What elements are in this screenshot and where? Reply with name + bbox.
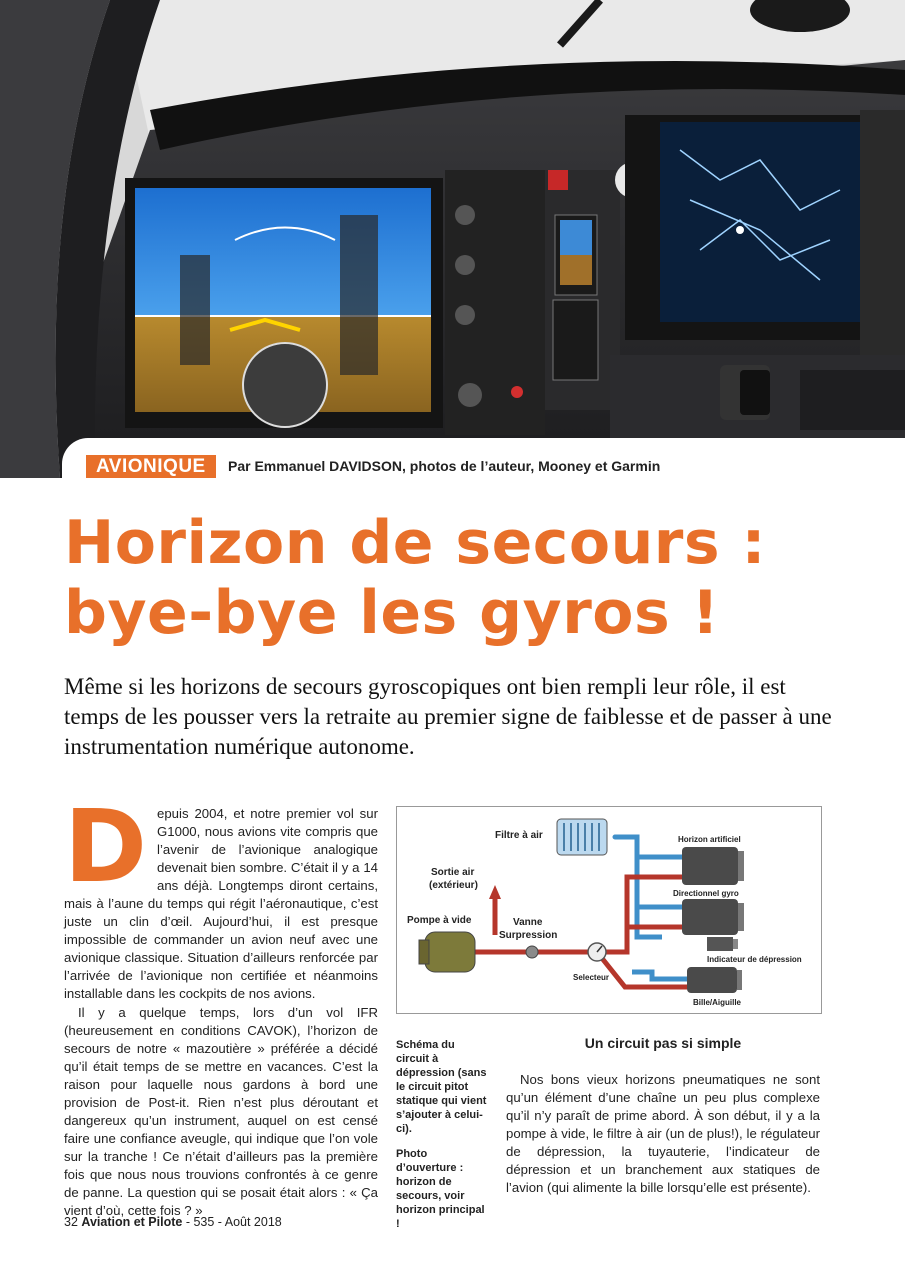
- label-heading: Directionnel gyro: [673, 889, 739, 898]
- label-outlet-1: Sortie air: [431, 867, 475, 878]
- page-number: 32: [64, 1215, 78, 1229]
- air-filter: [557, 819, 607, 855]
- label-filter: Filtre à air: [495, 830, 543, 841]
- issue-info: - 535 - Août 2018: [185, 1215, 282, 1229]
- caption-diagram: Schéma du circuit à dépression (sans le circuit pitot statique qui vient s’ajouter à celui-ci).: [396, 1039, 487, 1135]
- magazine-name: Aviation et Pilote: [81, 1215, 183, 1229]
- vacuum-pump: [419, 932, 475, 972]
- vacuum-line-filter: [615, 837, 637, 847]
- vacuum-line-main: [637, 847, 662, 937]
- dropcap: D: [64, 788, 148, 905]
- title-line-2: bye-bye les gyros !: [64, 578, 720, 648]
- selector-gauge: [588, 943, 606, 961]
- label-turn: Bille/Aiguille: [693, 998, 742, 1007]
- heading-gyro-unit: [682, 899, 744, 935]
- body-paragraph-2: Il y a quelque temps, lors d’un vol IFR (heureusement en conditions CAVOK), l’horizon de secours de notre « mazoutière » préférée a décidé qu’il était temps de se mettre en vacances. C’est la raison pour laquelle nous gardons à bord une provision de Post-it. Rien n’est plus déroutant et dangereux qu’un instrument, auquel on est censé faire une confiance aveugle, qui indique que l’on vole sur la tranche ! Ce n’était d’ailleurs pas la première fois que nous nous trouvions confrontés à ce genre de panne. La question qui se posait était alors : « Ça vient d’où, cette fois ? »: [64, 1004, 378, 1219]
- label-valve-1: Vanne: [513, 917, 543, 928]
- figure-caption: [396, 1038, 488, 1242]
- subheading: Un circuit pas si simple: [584, 1035, 742, 1051]
- body-column-right: Nos bons vieux horizons pneumatiques ne sont qu’un élément d’une chaîne un peu plus complexe qu’il n’y paraît de prime abord. À son début, il y a la pompe à vide, le filtre à air (un de plus!), le régulateur de dépression, la tuyauterie, l’indicateur de dépression et un branchement aux statiques de l’avion (qui alimente la bille lorsqu’elle est présente).: [506, 1072, 820, 1196]
- body-paragraph-1: epuis 2004, et notre premier vol sur G1000, nous avions vite compris que l’avenir de l’avionique analogique devenait bien sombre. C’était il y a 14 ans déjà. Longtemps diront certains, mais à l’aune du temps qui régit l’aéronautique, c’est juste un clin d’œil. Aujourd’hui, il est presque impossible de commander un avion neuf avec une avionique classique. Situation d’ailleurs renforcée par l’arrivée de l’avionique non certifiée et néanmoins installable dans les cockpits de nos avions.: [64, 806, 378, 1002]
- turn-indicator-unit: [687, 967, 742, 993]
- title-line-1: Horizon de secours :: [64, 508, 766, 578]
- lead-paragraph: Même si les horizons de secours gyroscopiques ont bien rempli leur rôle, il est temps de les pousser vers la retraite au premier signe de faiblesse et de passer à une instrumentation numérique autonome.: [64, 674, 832, 759]
- label-valve-2: Surpression: [499, 930, 558, 941]
- label-horizon: Horizon artificiel: [678, 835, 741, 844]
- cockpit-illustration: [0, 0, 905, 478]
- byline: Par Emmanuel DAVIDSON, photos de l’auteur, Mooney et Garmin: [228, 458, 661, 474]
- relief-valve: [526, 946, 538, 958]
- vacuum-indicator-unit: [707, 937, 738, 951]
- label-pump: Pompe à vide: [407, 915, 472, 926]
- outlet-arrow: [489, 885, 501, 899]
- section-tag: AVIONIQUE: [86, 455, 216, 478]
- label-outlet-2: (extérieur): [429, 880, 478, 891]
- article-title: [64, 508, 884, 648]
- page-footer: [64, 1215, 282, 1229]
- body-column-left: [64, 788, 378, 1220]
- label-selector: Selecteur: [573, 973, 610, 982]
- caption-photo: Photo d’ouverture : horizon de secours, voir horizon principal !: [396, 1148, 485, 1230]
- label-indicator: Indicateur de dépression: [707, 955, 802, 964]
- cockpit-photo: [0, 0, 905, 478]
- artificial-horizon-unit: [682, 847, 744, 885]
- diagram-svg: [397, 807, 821, 1013]
- vacuum-line-turn: [632, 972, 687, 979]
- vacuum-circuit-diagram: [396, 806, 822, 1014]
